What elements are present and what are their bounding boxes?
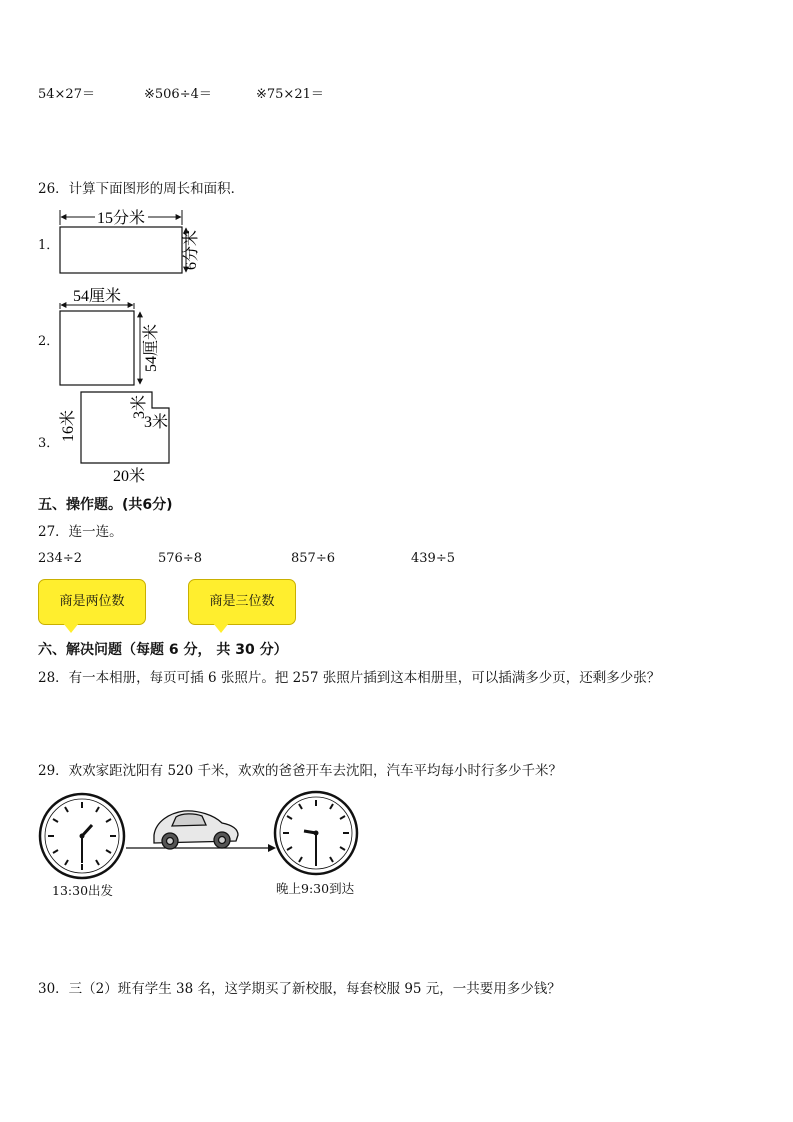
shape-3-bottom-label: 20米 (112, 468, 146, 485)
calc-3: ※75×21＝ (256, 87, 324, 102)
bubble-three-digit[interactable] (188, 579, 296, 625)
section-5-heading: 五、操作题。(共6分) (38, 497, 173, 513)
clock-icon (275, 792, 357, 874)
bubble-two-digit-label: 商是两位数 (59, 594, 125, 609)
arrive-label: 晚上9:30到达 (276, 881, 355, 896)
q27-expr-3[interactable]: 857÷6 (291, 551, 335, 566)
q27-expr-2[interactable]: 576÷8 (158, 551, 202, 566)
shape-2-top-label: 54厘米 (72, 288, 122, 305)
shape-3-notch-h-label: 3米 (143, 414, 169, 431)
shape-1-side-label: 6分米 (183, 229, 200, 271)
depart-label: 13:30出发 (52, 883, 114, 898)
q26-title: 26．计算下面图形的周长和面积． (38, 181, 245, 197)
bubble-tail (63, 623, 79, 633)
bubble-three-digit-label: 商是三位数 (209, 594, 275, 609)
shape-3-number: 3． (38, 436, 60, 451)
square-2 (60, 287, 160, 385)
arrow-icon (126, 844, 276, 852)
shape-3-notch-v-label: 3米 (131, 394, 148, 420)
q29-title: 29．欢欢家距沈阳有 520 千米，欢欢的爸爸开车去沈阳，汽车平均每小时行多少千米？ (38, 763, 563, 779)
clock-icon (40, 794, 124, 878)
calc-2: ※506÷4＝ (144, 87, 212, 102)
calc-1: 54×27＝ (38, 87, 95, 102)
q28-text: 28．有一本相册，每页可插 6 张照片。把 257 张照片插到这本相册里，可以插满多少页，还剩多少张？ (38, 670, 661, 686)
shape-1-number: 1． (38, 238, 60, 253)
q27-expr-4[interactable]: 439÷5 (411, 551, 455, 566)
q27-title: 27．连一连。 (38, 524, 123, 540)
q30-text: 30．三（2）班有学生 38 名，这学期买了新校服，每套校服 95 元，一共要用多少钱？ (38, 981, 561, 997)
shape-2-number: 2． (38, 334, 60, 349)
section-6-heading: 六、解决问题（每题 6 分， 共 30 分） (38, 642, 288, 658)
rectangle-1 (60, 209, 200, 273)
bubble-two-digit[interactable] (38, 579, 146, 625)
q26-figures (0, 195, 260, 490)
bubble-tail (213, 623, 229, 633)
car-icon (154, 811, 238, 849)
shape-1-top-label: 15分米 (96, 210, 146, 227)
q27-expr-1[interactable]: 234÷2 (38, 551, 82, 566)
shape-2-side-label: 54厘米 (143, 323, 160, 373)
shape-3-left-label: 16米 (60, 409, 77, 443)
notched-shape-3 (59, 392, 169, 485)
